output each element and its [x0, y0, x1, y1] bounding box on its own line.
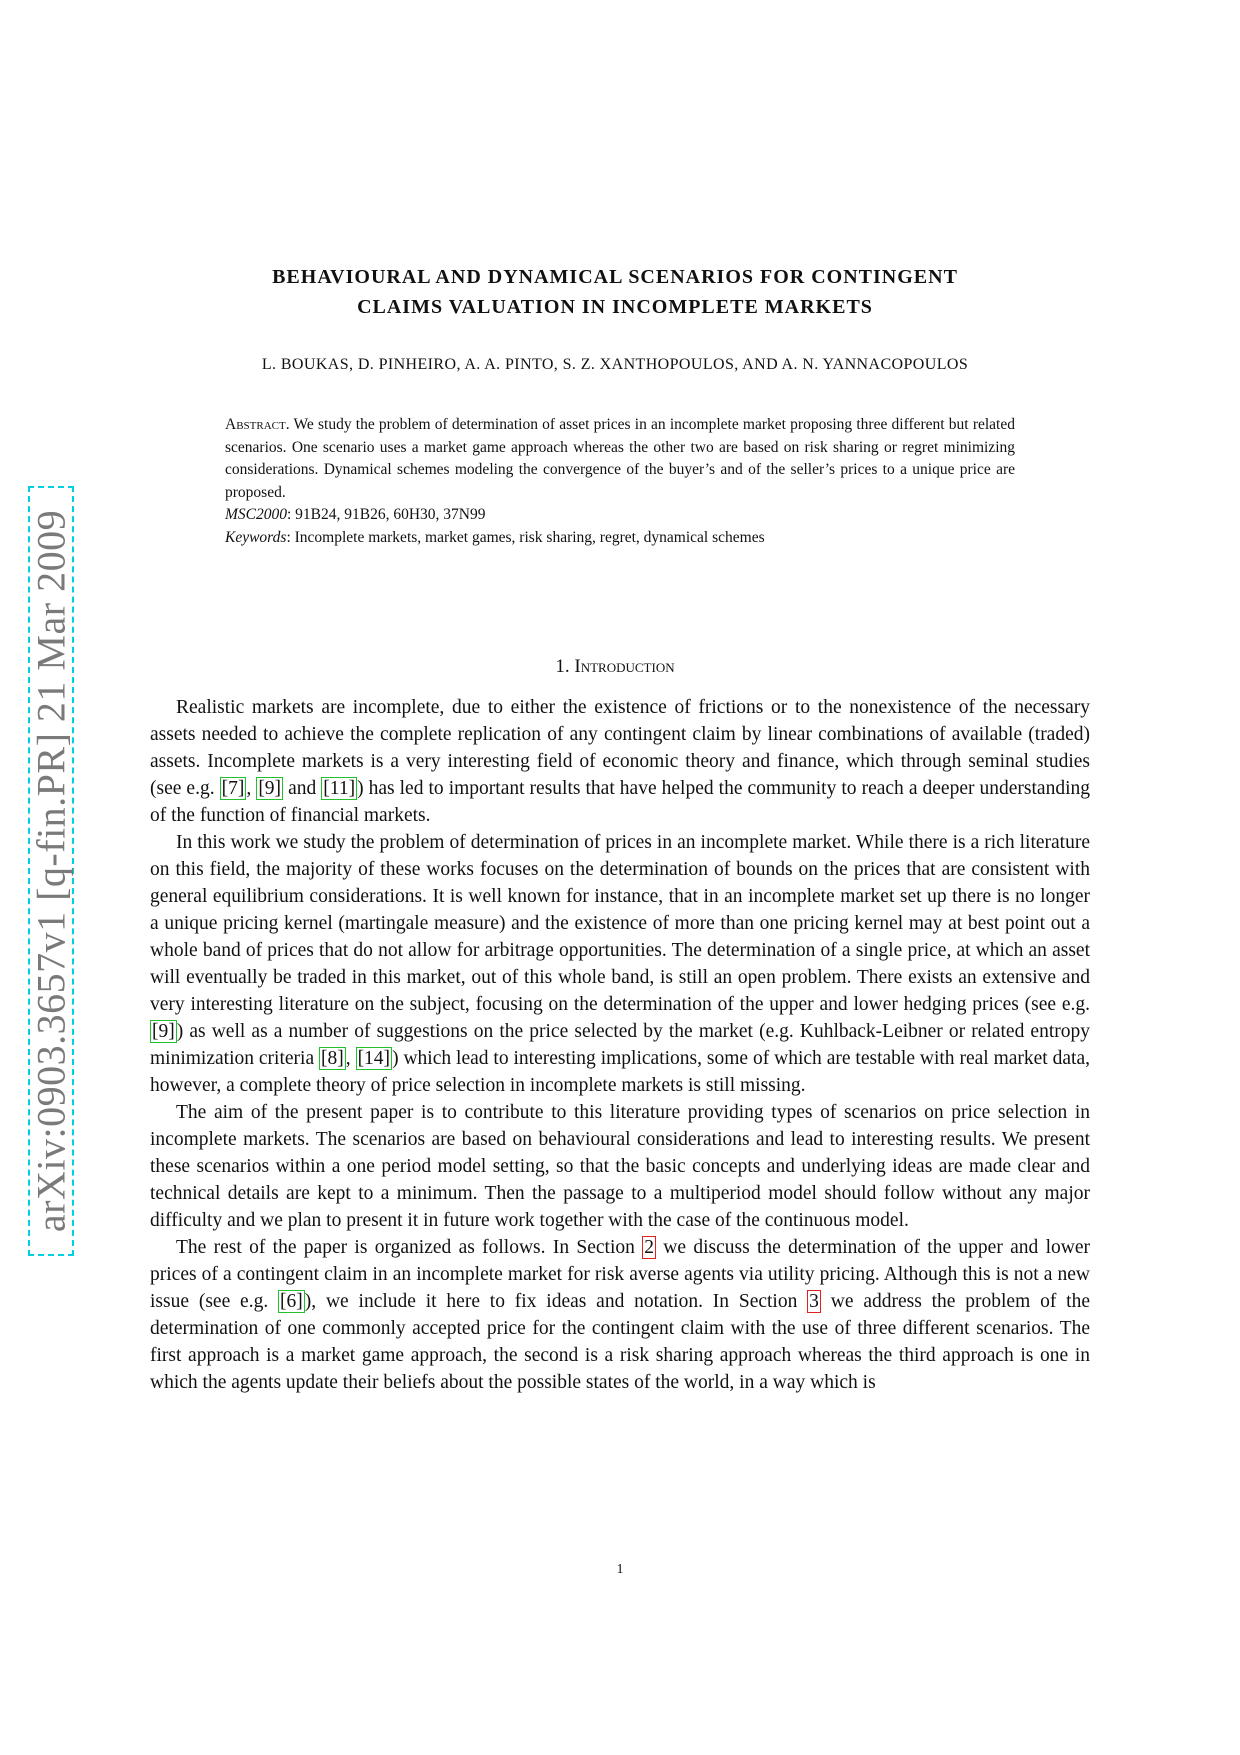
keywords-line	[225, 527, 1015, 550]
title-line-2: CLAIMS VALUATION IN INCOMPLETE MARKETS	[357, 296, 873, 318]
abstract-body: We study the problem of determination of asset prices in an incomplete market proposing three different but related scenarios. One scenario uses a market game approach whereas the other two are based on risk sharing or regret minimizing considerations. Dynamical schemes modeling the convergence of the buyer’s and of the seller’s prices to a unique price are proposed.	[225, 416, 1015, 501]
author-list: L. BOUKAS, D. PINHEIRO, A. A. PINTO, S. Z. XANTHOPOULOS, AND A. N. YANNACOPOULOS	[261, 356, 969, 373]
msc-value: : 91B24, 91B26, 60H30, 37N99	[287, 506, 486, 524]
arxiv-sidebar[interactable]	[28, 486, 74, 1256]
text-run: In this work we study the problem of determination of prices in an incomplete market. While there is a rich literature on this field, the majority of these works focuses on the determination of bounds on the prices that are consistent with general equilibrium considerations. It is well known for instance, that in an incomplete market set up there is no longer a unique pricing kernel (martingale measure) and the existence of more than one pricing kernel may at best point out a whole band of prices that do not allow for arbitrage opportunities. The determination of a single price, at which an asset will eventually be traded in this market, out of this whole band, is still an open problem. There exists an extensive and very interesting literature on the subject, focusing on the determination of the upper and lower hedging prices (see e.g.	[150, 832, 1090, 1015]
text-run: ,	[246, 778, 257, 799]
citation-link[interactable]: [14]	[357, 1048, 391, 1069]
citation-link[interactable]: [6]	[280, 1291, 303, 1312]
paragraph-2	[150, 829, 1090, 1099]
paragraph-3: The aim of the present paper is to contribute to this literature providing types of scenarios on price selection in incomplete markets. The scenarios are based on behavioural considerations and lead to interesting results. We present these scenarios within a one period model setting, so that the basic concepts and underlying ideas are made clear and technical details are kept to a minimum. Then the passage to a multiperiod model should follow without any major difficulty and we plan to present it in future work together with the case of the continuous model.	[150, 1102, 1090, 1231]
section-ref-link[interactable]: 3	[809, 1291, 819, 1312]
section-heading-introduction	[150, 656, 1080, 678]
paragraph-4	[150, 1234, 1090, 1396]
text-run: we discuss the determination of the upper and lower prices of a contingent claim in an incomplete market for risk averse agents via utility pricing. Although this is not a new issue (see e.g.	[150, 1237, 1091, 1312]
text-run: Realistic markets are incomplete, due to either the existence of frictions or to the nonexistence of the necessary assets needed to achieve the complete replication of any contingent claim by linear combinations of available (traded) assets. Incomplete markets is a very interesting field of economic theory and finance, which through seminal studies (see e.g.	[150, 697, 1090, 799]
body-text	[150, 694, 1090, 1396]
paper-title	[150, 262, 1080, 322]
text-run: and	[283, 778, 322, 799]
citation-link[interactable]: [9]	[258, 778, 282, 799]
section-ref-link[interactable]: 2	[644, 1237, 654, 1258]
abstract-label: Abstract.	[225, 416, 290, 433]
abstract-text	[225, 414, 1015, 504]
msc-line	[225, 504, 1015, 527]
text-run: ) which lead to interesting implications, some of which are testable with real market data, however, a complete theory of price selection in incomplete markets is still missing.	[150, 1048, 1090, 1096]
text-run: ,	[345, 1048, 356, 1069]
text-run: we address the problem of the determination of one commonly accepted price for the contingent claim with the use of three different scenarios. The first approach is a market game approach, the second is a risk sharing approach whereas the third approach is one in which the agents update their beliefs about the possible states of the world, in a way which is	[150, 1291, 1090, 1393]
section-number: 1.	[555, 656, 570, 677]
msc-label: MSC2000	[225, 506, 287, 524]
title-line-1: BEHAVIOURAL AND DYNAMICAL SCENARIOS FOR CONTINGENT	[272, 266, 958, 288]
arxiv-identifier: arXiv:0903.3657v1 [q-fin.PR] 21 Mar 2009	[28, 509, 74, 1233]
citation-link[interactable]: [9]	[152, 1021, 175, 1042]
citation-link[interactable]: [8]	[321, 1048, 344, 1069]
citation-link[interactable]: [7]	[221, 778, 245, 799]
section-title: Introduction	[574, 656, 675, 677]
text-run: ) has led to important results that have helped the community to reach a deeper understanding of the function of financial markets.	[150, 778, 1091, 826]
keywords-value: : Incomplete markets, market games, risk sharing, regret, dynamical schemes	[286, 528, 765, 546]
abstract-block	[225, 414, 1015, 550]
text-run: ), we include it here to fix ideas and notation. In Section	[304, 1291, 808, 1312]
paragraph-1	[150, 694, 1090, 829]
page-number: 1	[616, 1562, 624, 1577]
text-run: ) as well as a number of suggestions on the price selected by the market (e.g. Kuhlback-Leibner or related entropy minimization criteria	[150, 1021, 1090, 1069]
text-run: The rest of the paper is organized as follows. In Section	[176, 1237, 643, 1258]
keywords-label: Keywords	[225, 528, 287, 546]
citation-link[interactable]: [11]	[323, 778, 356, 799]
